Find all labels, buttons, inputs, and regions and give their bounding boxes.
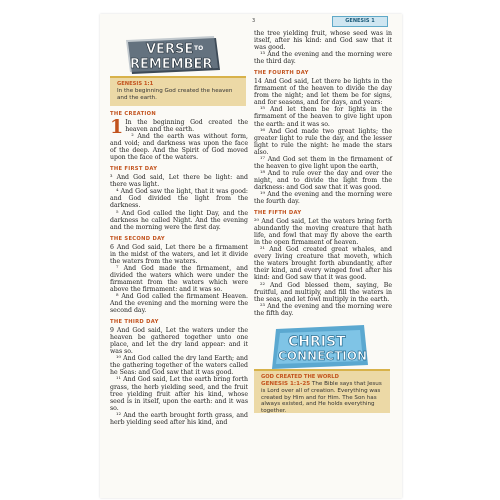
verse-reference: GENESIS 1:1 — [117, 81, 154, 87]
christ-connection-text — [261, 381, 385, 416]
bible-page — [100, 14, 402, 498]
running-head: GENESIS 1 — [332, 16, 388, 27]
verse-2: ² And the earth was without form, and void; and darkness was upon the face of the deep. And the Spirit of God moved upon the face of the waters. — [110, 133, 248, 162]
verse-17: ¹⁷ And God set them in the firmament of the heaven to give light upon the earth, — [254, 155, 392, 170]
verse-4: ⁴ And God saw the light, that it was good: and God divided the light from the darkness. — [110, 188, 248, 210]
right-column — [254, 30, 392, 413]
christ-connection-reference: GENESIS 1:1-25 — [261, 380, 311, 387]
verse-5: ⁵ And God called the light Day, and the darkness he called Night. And the evening and the morning were the first day. — [110, 209, 248, 231]
heading-fifth-day: THE FIFTH DAY — [254, 210, 302, 217]
verse-23: ²³ And the evening and the morning were the fifth day. — [254, 302, 392, 317]
dropcap: 1 — [110, 116, 124, 138]
vtr-logo-word2: REMEMBER — [130, 57, 213, 72]
verse-11: ¹¹ And God said, Let the earth bring forth grass, the herb yielding seed, and the fruit tree yielding fruit after his kind, whose seed is in itself, upon the earth: and it was so. — [110, 376, 248, 412]
verse-12-continued: the tree yielding fruit, whose seed was in itself, after his kind: and God saw that it was good. — [254, 30, 392, 52]
cc-logo-word2: CONNECTION — [278, 348, 367, 363]
heading-first-day: THE FIRST DAY — [110, 166, 158, 173]
verse-21: ²¹ And God created great whales, and every living creature that moveth, which the waters brought forth abundantly, after their kind, and every winged fowl after his kind: and God saw that it was good. — [254, 246, 392, 282]
verse-9: 9 And God said, Let the waters under the heaven be gathered together unto one place, and let the dry land appear: and it was so. — [110, 327, 248, 356]
verse-16: ¹⁶ And God made two great lights; the greater light to rule the day, and the lesser light to rule the night: he made the stars also. — [254, 127, 392, 156]
heading-third-day: THE THIRD DAY — [110, 319, 159, 326]
heading-second-day: THE SECOND DAY — [110, 235, 165, 242]
verse-1-text: In the beginning God created the heaven and the earth. — [125, 119, 248, 134]
verse-7: ⁷ And God made the firmament, and divided the waters which were under the firmament from the waters which were above the firmament: and it was so. — [110, 264, 248, 293]
verse-15: ¹⁵ And let them be for lights in the firmament of the heaven to give light upon the earth: and it was so. — [254, 106, 392, 128]
verse-3: ³ And God said, Let there be light: and there was light. — [110, 174, 248, 189]
verse-13: ¹³ And the evening and the morning were the third day. — [254, 51, 392, 66]
christ-connection-body: The Bible says that Jesus is Lord over all of creation. Everything was created by Him and for Him. The Son has always existed, and He holds everything together. — [261, 380, 382, 415]
verse-card — [110, 76, 246, 106]
verse-8: ⁸ And God called the firmament Heaven. And the evening and the morning were the second day. — [110, 292, 248, 315]
verse-to-remember-box — [110, 34, 246, 106]
vtr-logo-to: TO — [194, 45, 204, 52]
verse-20: ²⁰ And God said, Let the waters bring forth abundantly the moving creature that hath life, and fowl that may fly above the earth in the open firmament of heaven. — [254, 218, 392, 247]
verse-to-remember-logo — [124, 36, 224, 78]
verse-12: ¹² And the earth brought forth grass, and herb yielding seed after his kind, and — [110, 411, 248, 426]
verse-text: In the beginning God created the heaven and the earth. — [117, 88, 233, 101]
verse-18: ¹⁸ And to rule over the day and over the night, and to divide the light from the darkness: and God saw that it was good. — [254, 169, 392, 191]
christ-connection-card — [254, 369, 390, 413]
christ-connection-heading: GOD CREATED THE WORLD — [261, 373, 339, 380]
verse-6: 6 And God said, Let there be a firmament in the midst of the waters, and let it divide the waters from the waters. — [110, 243, 248, 265]
left-column — [110, 34, 248, 426]
verse-1 — [110, 116, 248, 138]
verse-19: ¹⁹ And the evening and the morning were the fourth day. — [254, 190, 392, 206]
verse-14: 14 And God said, Let there be lights in the firmament of the heaven to divide the day from the night; and let them be for signs, and for seasons, and for days, and years: — [254, 78, 392, 107]
christ-connection-box — [254, 325, 390, 413]
cc-logo-word1: CHRIST — [288, 333, 346, 350]
heading-creation: THE CREATION — [110, 111, 157, 117]
christ-connection-logo — [270, 325, 370, 371]
verse-10: ¹⁰ And God called the dry land Earth; and the gathering together of the waters called he Seas: and God saw that it was good. — [110, 355, 248, 377]
vtr-logo-word1: VERSE — [146, 42, 194, 57]
verse-22: ²² And God blessed them, saying, Be fruitful, and multiply, and fill the waters in the seas, and let fowl multiply in the earth. — [254, 281, 392, 303]
heading-fourth-day: THE FOURTH DAY — [254, 70, 309, 77]
page-number: 3 — [252, 18, 256, 24]
